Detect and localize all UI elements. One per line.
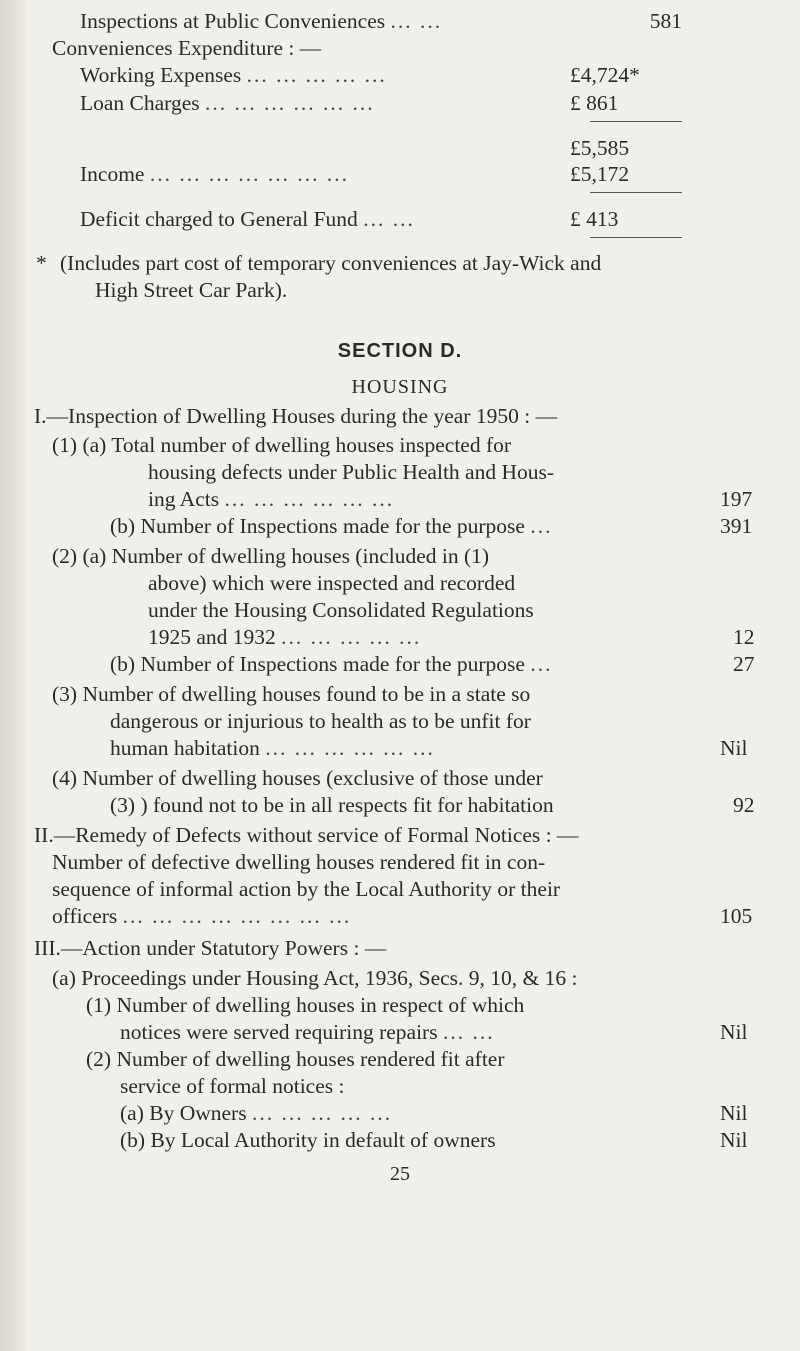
local-authority-value: Nil [720,1128,748,1152]
part2-value: 105 [720,904,753,928]
item2b-label: (b) Number of Inspections made for the purpose ... [110,652,553,676]
housing-title: HOUSING [351,376,449,398]
item4-line2: (3) ) found not to be in all respects fit for habitation [110,793,554,817]
item2b-value: 27 [733,652,755,676]
item2a-line2: above) which were inspected and recorded [148,571,516,595]
loan-charges-value: £ 861 [570,91,619,115]
footnote-star: * [36,251,47,275]
owners-value: Nil [720,1101,748,1125]
item2a-line3: under the Housing Consolidated Regulations [148,598,534,622]
owners-label: (a) By Owners ... ... ... ... ... [120,1101,393,1125]
item1a-line3: ing Acts ... ... ... ... ... ... [148,487,395,511]
item3-value: Nil [720,736,748,760]
item1b-value: 391 [720,514,753,538]
item2a-line4: 1925 and 1932 ... ... ... ... ... [148,625,422,649]
item1b-label: (b) Number of Inspections made for the purpose ... [110,514,553,538]
item4-value: 92 [733,793,755,817]
part2-line3: officers ... ... ... ... ... ... ... ... [52,904,352,928]
deficit-value: £ 413 [570,207,619,231]
item2a-value: 12 [733,625,755,649]
part3-a-line: (a) Proceedings under Housing Act, 1936, Secs. 9, 10, & 16 : [52,966,578,990]
part3-a1-line1: (1) Number of dwelling houses in respect of which [86,993,525,1017]
income-value: £5,172 [570,162,630,186]
section-title: SECTION D. [337,340,463,362]
item3-line1: (3) Number of dwelling houses found to be in a state so [52,682,531,706]
part3-a2-line2: service of formal notices : [120,1074,345,1098]
deficit-label: Deficit charged to General Fund ... ... [80,207,415,231]
loan-charges-label: Loan Charges ... ... ... ... ... ... [80,91,375,115]
part3-a1-value: Nil [720,1020,748,1044]
income-rule [590,192,682,193]
footnote-line-1: (Includes part cost of temporary conveniences at Jay-Wick and [60,251,602,275]
page-number: 25 [390,1163,410,1185]
deficit-rule [590,237,682,238]
part3-a1-line2: notices were served requiring repairs ... ... [120,1020,495,1044]
conveniences-heading: Conveniences Expenditure : — [52,36,322,60]
part2-line2: sequence of informal action by the Local Authority or their [52,877,561,901]
item3-line2: dangerous or injurious to health as to be unfit for [110,709,531,733]
footnote-line-2: High Street Car Park). [95,278,288,302]
working-expenses-value: £4,724* [570,63,640,87]
item1a-line2: housing defects under Public Health and Hous- [148,460,555,484]
part1-heading: I.—Inspection of Dwelling Houses during the year 1950 : — [34,404,558,428]
part2-line1: Number of defective dwelling houses rendered fit in con- [52,850,546,874]
top-value: 581 [649,9,682,33]
top-line: Inspections at Public Conveniences ... ... [80,9,443,33]
item3-line3: human habitation ... ... ... ... ... ... [110,736,435,760]
local-authority-label: (b) By Local Authority in default of owners [120,1128,496,1152]
item1a-line1: (1) (a) Total number of dwelling houses inspected for [52,433,512,457]
subtotal-value: £5,585 [570,136,630,160]
working-expenses-label: Working Expenses ... ... ... ... ... [80,63,387,87]
subtotal-rule [590,121,682,122]
part3-a2-line1: (2) Number of dwelling houses rendered fit after [86,1047,505,1071]
item1a-value: 197 [720,487,753,511]
item2a-line1: (2) (a) Number of dwelling houses (included in (1) [52,544,490,568]
part3-heading: III.—Action under Statutory Powers : — [34,936,387,960]
page-edge-shadow [0,0,26,1351]
income-label: Income ... ... ... ... ... ... ... [80,162,349,186]
part2-heading: II.—Remedy of Defects without service of Formal Notices : — [34,823,579,847]
item4-line1: (4) Number of dwelling houses (exclusive of those under [52,766,543,790]
